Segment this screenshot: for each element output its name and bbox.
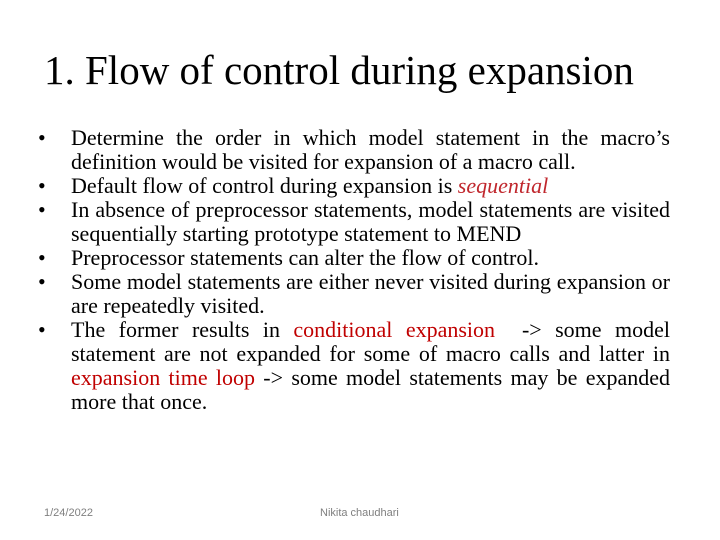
bullet-list [38, 125, 676, 414]
bullet-text: -> some model statements may be expanded more that once. [71, 365, 670, 414]
bullet-text: -> some model statement are not expanded for some of macro calls and latter in [71, 317, 676, 366]
bullet-dot: • [38, 197, 46, 222]
bullet-dot: • [38, 245, 46, 270]
bullet-text: Some model statements are either never visited during expansion or are repeatedly visited. [71, 269, 670, 318]
bullet-item [38, 270, 670, 318]
bullet-text: Determine the order in which model statement in the macro’s definition would be visited for expansion of a macro call. [71, 125, 670, 174]
bullet-item [38, 198, 670, 246]
bullet-item [38, 246, 670, 270]
highlight-expansion-time-loop: expansion time loop [71, 365, 255, 390]
bullet-text: Preprocessor statements can alter the flow of control. [71, 245, 539, 270]
bullet-dot: • [38, 173, 46, 198]
bullet-dot: • [38, 269, 46, 294]
emphasis-sequential: sequential [457, 173, 549, 198]
highlight-conditional-expansion: conditional expansion [293, 317, 496, 342]
bullet-item [38, 126, 670, 174]
bullet-text: Default flow of control during expansion is [71, 173, 458, 198]
bullet-text: The former results in [71, 317, 294, 342]
bullet-dot: • [38, 317, 46, 342]
footer-author: Nikita chaudhari [320, 507, 399, 519]
bullet-item [38, 317, 676, 414]
footer-date: 1/24/2022 [44, 507, 93, 519]
bullet-text: In absence of preprocessor statements, model statements are visited sequentially starting prototype statement to MEND [71, 197, 670, 246]
bullet-dot: • [38, 125, 46, 150]
slide-title: 1. Flow of control during expansion [44, 47, 634, 93]
bullet-item [38, 174, 670, 198]
